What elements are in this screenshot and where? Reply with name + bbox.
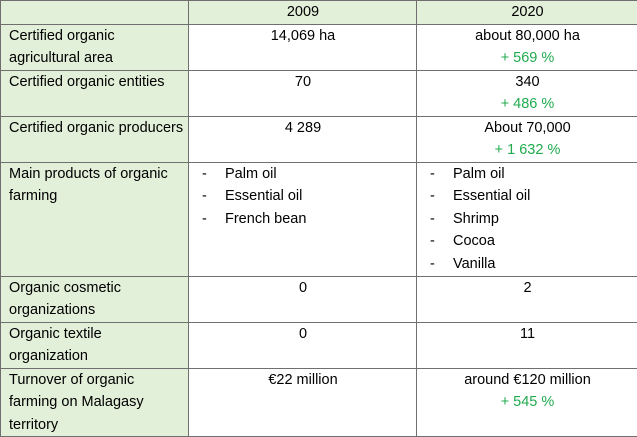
products-2020-list: [429, 163, 633, 276]
change-percent: + 1 632 %: [422, 139, 633, 162]
table-row: [1, 116, 637, 162]
value-2020: 340: [422, 71, 633, 94]
change-percent: + 569 %: [422, 47, 633, 70]
table-row: [1, 368, 637, 437]
table-row: [1, 162, 637, 276]
header-2020: 2020: [417, 1, 637, 25]
list-item: - Essential oil: [201, 185, 412, 208]
row-label: Certified organic agricultural area: [1, 24, 189, 70]
change-percent: + 545 %: [422, 391, 633, 414]
value-2009: 0: [189, 276, 417, 322]
row-label: Turnover of organic farming on Malagasy territory: [1, 368, 189, 437]
value-2020: 2: [417, 276, 637, 322]
header-row: [1, 1, 637, 25]
change-percent: + 486 %: [422, 93, 633, 116]
table-row: [1, 276, 637, 322]
list-item: - Palm oil: [429, 163, 633, 186]
table-row: [1, 70, 637, 116]
value-2020-cell: [417, 24, 637, 70]
row-label: Certified organic producers: [1, 116, 189, 162]
value-2020: 11: [417, 322, 637, 368]
value-2009: 0: [189, 322, 417, 368]
value-2020-cell: [417, 368, 637, 437]
table-row: [1, 24, 637, 70]
value-2009: 4 289: [189, 116, 417, 162]
products-2020-cell: [417, 162, 637, 276]
header-2009: 2009: [189, 1, 417, 25]
table-row: [1, 322, 637, 368]
list-item: - Essential oil: [429, 185, 633, 208]
value-2020: around €120 million: [422, 369, 633, 392]
row-label: Organic cosmetic organizations: [1, 276, 189, 322]
value-2020: About 70,000: [422, 117, 633, 140]
value-2020: about 80,000 ha: [422, 25, 633, 48]
row-label: Certified organic entities: [1, 70, 189, 116]
header-corner-cell: [1, 1, 189, 25]
list-item: - Shrimp: [429, 208, 633, 231]
value-2009: 14,069 ha: [189, 24, 417, 70]
list-item: - Vanilla: [429, 253, 633, 276]
value-2009: €22 million: [189, 368, 417, 437]
products-2009-list: [201, 163, 412, 231]
row-label: Main products of organic farming: [1, 162, 189, 276]
list-item: - French bean: [201, 208, 412, 231]
list-item: - Cocoa: [429, 230, 633, 253]
row-label: Organic textile organization: [1, 322, 189, 368]
products-2009-cell: [189, 162, 417, 276]
list-item: - Palm oil: [201, 163, 412, 186]
value-2009: 70: [189, 70, 417, 116]
value-2020-cell: [417, 116, 637, 162]
value-2020-cell: [417, 70, 637, 116]
